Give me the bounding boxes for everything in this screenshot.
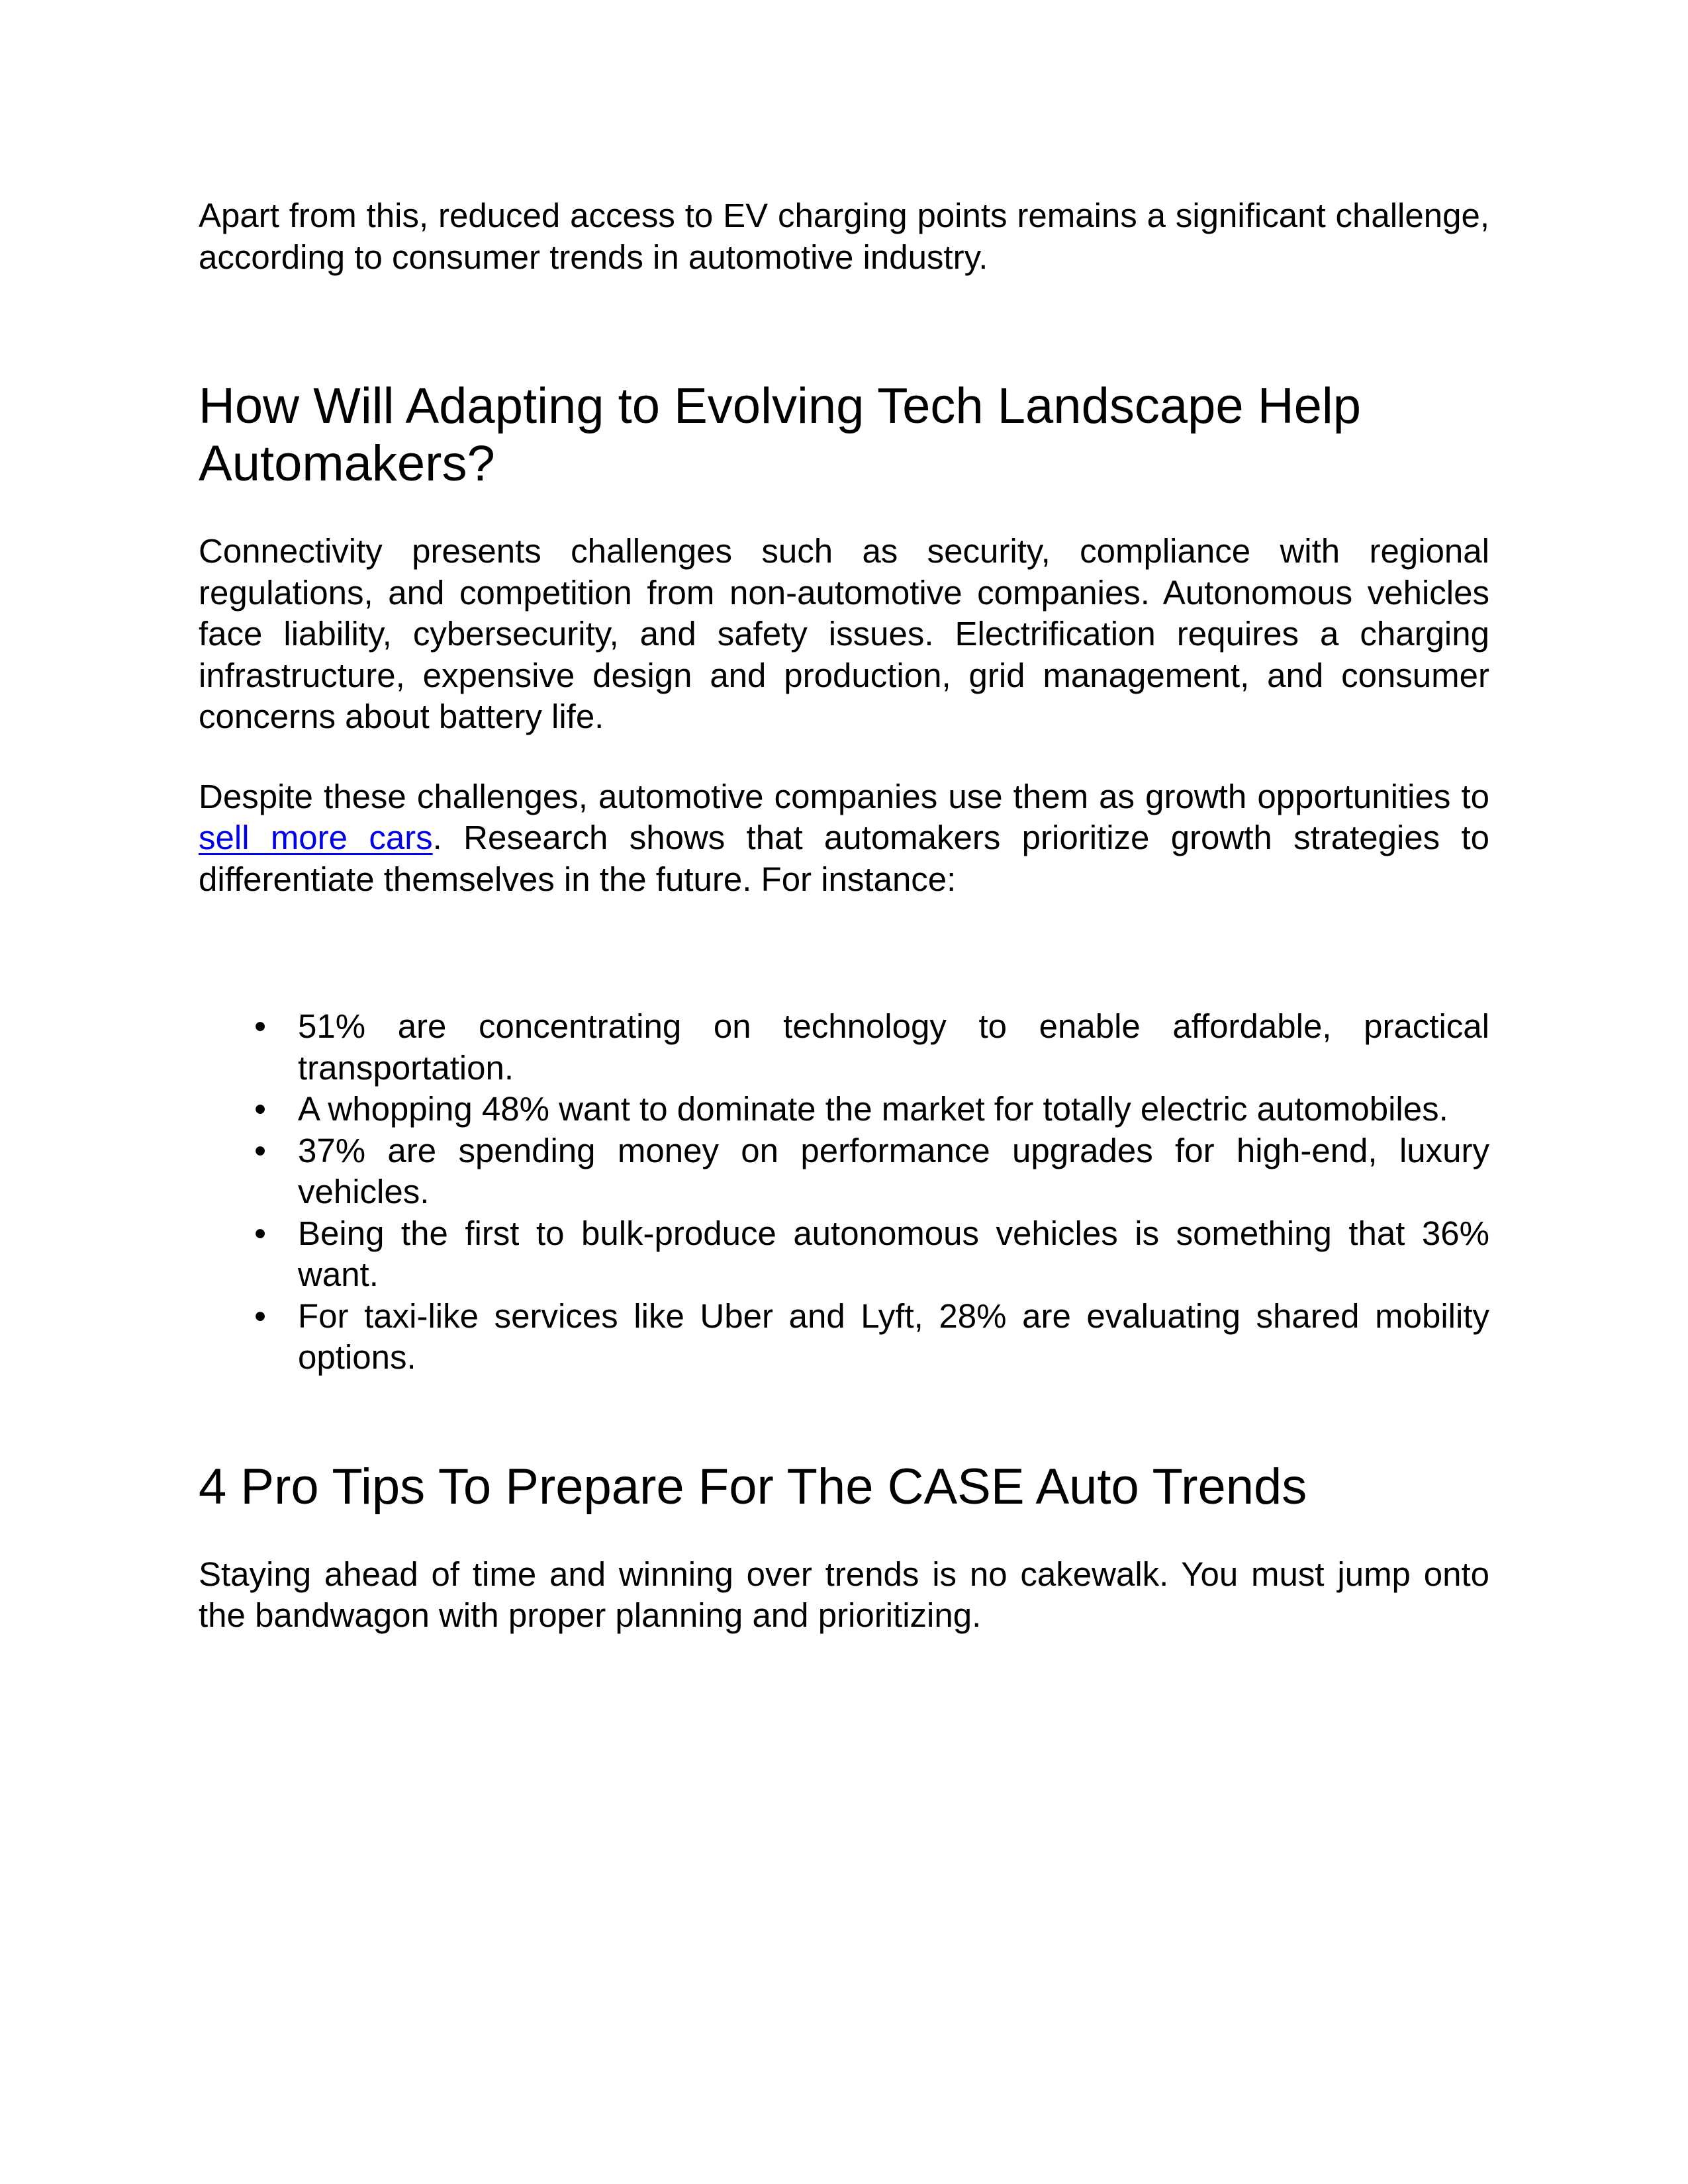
bullet-icon: • [254,1007,266,1045]
list-item-text: Being the first to bulk-produce autonomous vehicles is something that 36% want. [298,1214,1489,1293]
paragraph-staying-ahead: Staying ahead of time and winning over trends is no cakewalk. You must jump onto the bandwagon with proper planning and prioritizing. [199,1555,1489,1634]
growth-strategies-list [199,1006,1489,1379]
heading-adapting-tech-landscape: How Will Adapting to Evolving Tech Landscape Help Automakers? [199,378,1362,492]
bullet-icon: • [254,1297,266,1335]
bullet-icon: • [254,1131,266,1169]
list-item-text: A whopping 48% want to dominate the market for totally electric automobiles. [298,1090,1448,1128]
bullet-icon: • [254,1214,266,1252]
paragraph-connectivity-challenges: Connectivity presents challenges such as security, compliance with regional regulations, and competition from non-automotive companies. Autonomous vehicles face liability, cybersecurity, and safety issues. Electrification requires a charging infrastructure, expensive design and production, grid management, and consumer concerns about battery life. [199,532,1489,735]
list-item [254,1130,1489,1213]
heading-pro-tips: 4 Pro Tips To Prepare For The CASE Auto Trends [199,1458,1307,1515]
list-item [254,1296,1489,1379]
list-item-text: 37% are spending money on performance upgrades for high-end, luxury vehicles. [298,1131,1489,1210]
list-item [254,1006,1489,1089]
sell-more-cars-link[interactable]: sell more cars [199,819,433,856]
paragraph-ev-charging: Apart from this, reduced access to EV charging points remains a significant challenge, according to consumer trends in automotive industry. [199,197,1489,276]
paragraph-growth-opportunities [199,776,1489,901]
bullet-icon: • [254,1090,266,1128]
list-item [254,1089,1489,1130]
list-item-text: For taxi-like services like Uber and Lyft, 28% are evaluating shared mobility options. [298,1297,1489,1376]
list-item-text: 51% are concentrating on technology to enable affordable, practical transportation. [298,1007,1489,1087]
paragraph-text-after-link: . Research shows that automakers prioritize growth strategies to differentiate themselves in the future. For instance: [199,819,1490,898]
list-item [254,1213,1489,1296]
paragraph-text-before-link: Despite these challenges, automotive companies use them as growth opportunities to [199,777,1489,815]
document-page [199,195,1489,1637]
